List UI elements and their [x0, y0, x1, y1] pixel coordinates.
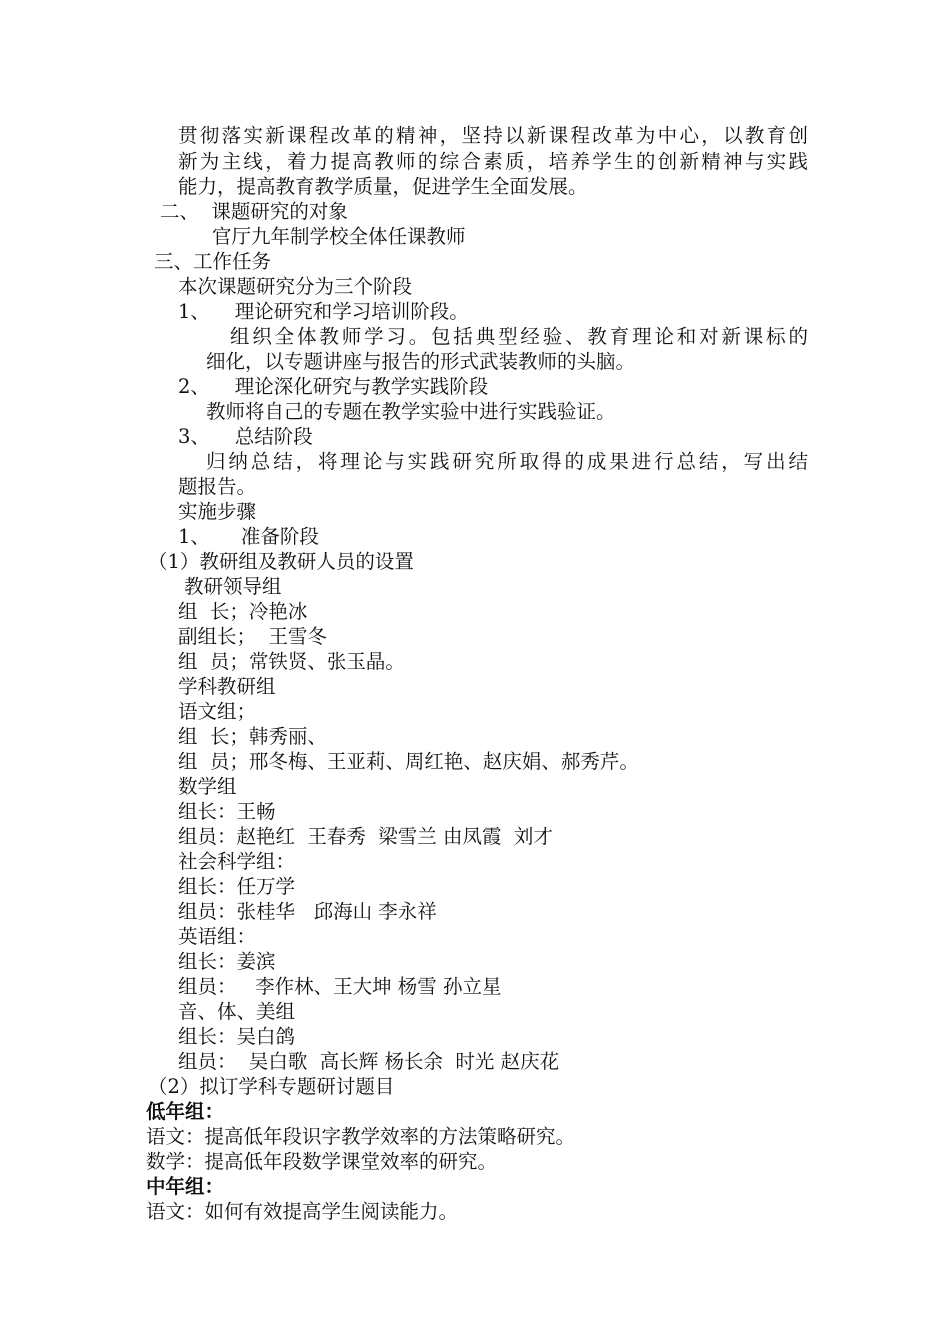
- subject-group-title: 学科教研组: [178, 675, 276, 698]
- low-grade-math: 数学：提高低年段数学课堂效率的研究。: [146, 1150, 498, 1173]
- math-group-members: 组员：赵艳红 王春秀 梁雪兰 由凤霞 刘才: [178, 825, 553, 848]
- stage3-body-line-2: 题报告。: [178, 475, 257, 498]
- low-grade-heading: 低年组：: [146, 1100, 225, 1123]
- social-group-members: 组员：张桂华 邱海山 李永祥: [178, 900, 437, 923]
- low-grade-chinese: 语文：提高低年段识字教学效率的方法策略研究。: [146, 1125, 576, 1148]
- english-group-title: 英语组：: [178, 925, 257, 948]
- intro-line-2: 新为主线，着力提高教师的综合素质，培养学生的创新精神与实践: [178, 150, 808, 173]
- mid-grade-heading: 中年组：: [146, 1175, 225, 1198]
- english-group-members: 组员： 李作林、王大坤 杨雪 孙立星: [178, 975, 502, 998]
- section2-body: 官厅九年制学校全体任课教师: [212, 225, 466, 248]
- intro-line-3: 能力，提高教育教学质量，促进学生全面发展。: [178, 175, 588, 198]
- leadership-title: 教研领导组: [184, 575, 282, 598]
- stage2-title: 2、 理论深化研究与教学实践阶段: [178, 375, 489, 398]
- item1-heading: （1）教研组及教研人员的设置: [148, 550, 414, 573]
- leader: 组 长；冷艳冰: [178, 600, 308, 623]
- section2-heading: 二、 课题研究的对象: [160, 200, 348, 223]
- math-group-leader: 组长：王畅: [178, 800, 276, 823]
- arts-group-members: 组员： 吴白歌 高长辉 杨长余 时光 赵庆花: [178, 1050, 560, 1073]
- social-group-title: 社会科学组：: [178, 850, 296, 873]
- arts-group-title: 音、体、美组: [178, 1000, 296, 1023]
- math-group-title: 数学组: [178, 775, 237, 798]
- leadership-members: 组 员；常铁贤、张玉晶。: [178, 650, 405, 673]
- section3-heading: 三、工作任务: [154, 250, 272, 273]
- stage2-body: 教师将自己的专题在教学实验中进行实践验证。: [206, 400, 616, 423]
- vice-leader: 副组长； 王雪冬: [178, 625, 327, 648]
- section3-intro: 本次课题研究分为三个阶段: [178, 275, 413, 298]
- arts-group-leader: 组长：吴白鸽: [178, 1025, 296, 1048]
- english-group-leader: 组长：姜滨: [178, 950, 276, 973]
- intro-line-1: 贯彻落实新课程改革的精神，坚持以新课程改革为中心，以教育创: [178, 124, 808, 147]
- chinese-group-members: 组 员；邢冬梅、王亚莉、周红艳、赵庆娟、郝秀芹。: [178, 750, 639, 773]
- stage1-title: 1、 理论研究和学习培训阶段。: [178, 300, 469, 323]
- stage3-body-line-1: 归纳总结，将理论与实践研究所取得的成果进行总结，写出结: [206, 450, 808, 473]
- chinese-group-leader: 组 长；韩秀丽、: [178, 725, 327, 748]
- stage1-body-line-2: 细化，以专题讲座与报告的形式武装教师的头脑。: [206, 350, 636, 373]
- stage1-body-line-1: 组织全体教师学习。包括典型经验、教育理论和对新课标的: [230, 325, 808, 348]
- social-group-leader: 组长：任万学: [178, 875, 296, 898]
- chinese-group-title: 语文组；: [178, 700, 257, 723]
- mid-grade-chinese: 语文：如何有效提高学生阅读能力。: [146, 1200, 459, 1223]
- stage3-title: 3、 总结阶段: [178, 425, 313, 448]
- prep-stage: 1、 准备阶段: [178, 525, 319, 548]
- item2-heading: （2）拟订学科专题研讨题目: [148, 1075, 395, 1098]
- steps-heading: 实施步骤: [178, 500, 257, 523]
